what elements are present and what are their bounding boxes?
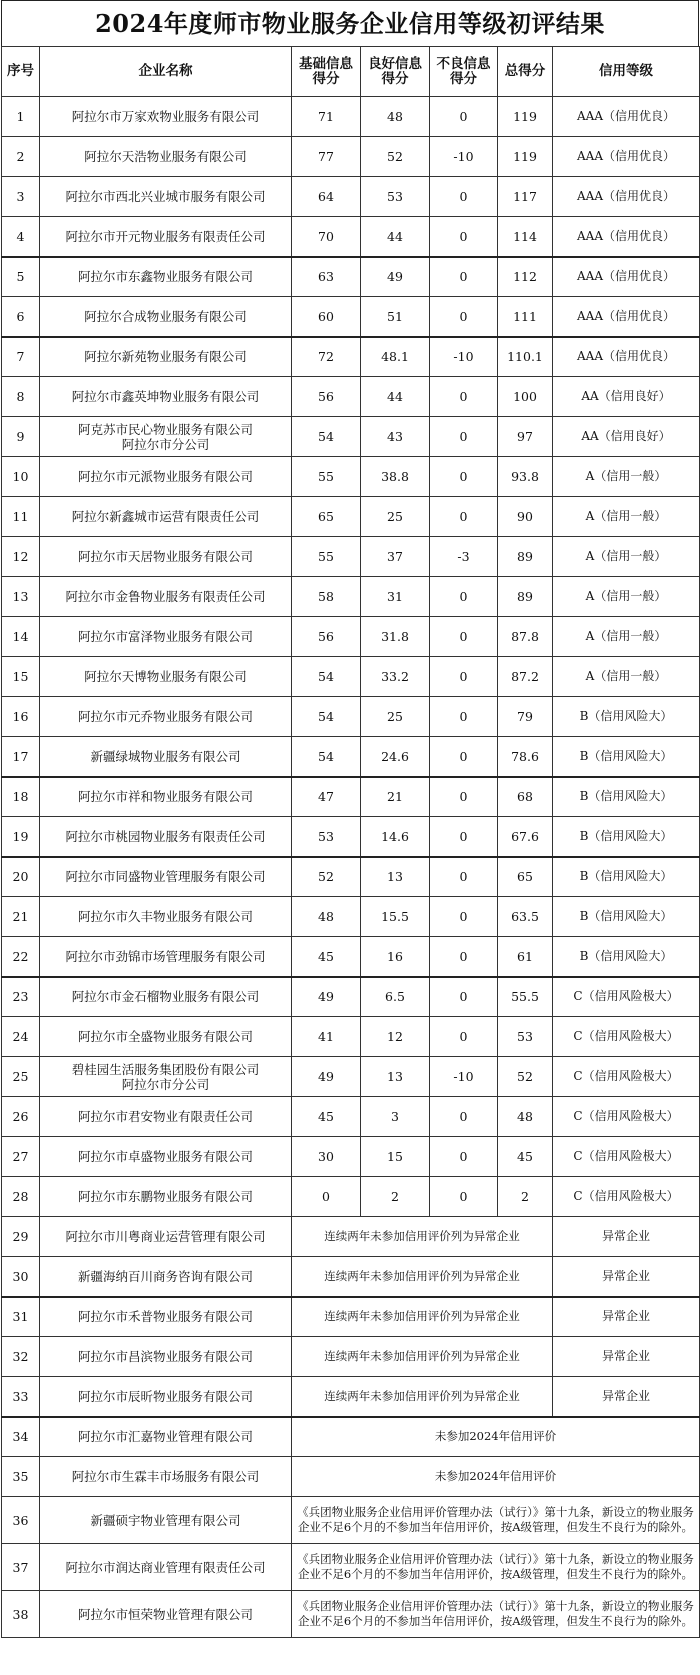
- cell-company-name: 阿拉尔市元派物业服务有限公司: [40, 457, 292, 497]
- table-body: [2, 97, 700, 1638]
- cell-credit-grade: B（信用风险大）: [553, 897, 700, 937]
- cell-index: 1: [2, 97, 40, 137]
- cell-index: 15: [2, 657, 40, 697]
- cell-base-score: 54: [292, 737, 361, 777]
- cell-company-name: 阿拉尔天博物业服务有限公司: [40, 657, 292, 697]
- cell-company-name: 阿拉尔市元乔物业服务有限公司: [40, 697, 292, 737]
- table-row: [2, 217, 700, 257]
- cell-credit-grade: A（信用一般）: [553, 657, 700, 697]
- cell-base-score: 0: [292, 1177, 361, 1217]
- cell-bad-score: 0: [430, 97, 498, 137]
- table-row: [2, 937, 700, 977]
- cell-index: 27: [2, 1137, 40, 1177]
- cell-bad-score: 0: [430, 1177, 498, 1217]
- cell-good-score: 21: [361, 777, 430, 817]
- cell-good-score: 13: [361, 857, 430, 897]
- cell-good-score: 24.6: [361, 737, 430, 777]
- page-title: 2024年度师市物业服务企业信用等级初评结果: [1, 0, 699, 46]
- cell-credit-grade: A（信用一般）: [553, 497, 700, 537]
- cell-index: 10: [2, 457, 40, 497]
- cell-index: 3: [2, 177, 40, 217]
- header-bad-score: 不良信息 得分: [430, 47, 498, 97]
- cell-index: 33: [2, 1377, 40, 1417]
- cell-good-score: 48: [361, 97, 430, 137]
- table-row: [2, 1337, 700, 1377]
- cell-credit-grade: 异常企业: [553, 1217, 700, 1257]
- cell-total-score: 63.5: [498, 897, 553, 937]
- header-good-score: 良好信息 得分: [361, 47, 430, 97]
- cell-good-score: 44: [361, 377, 430, 417]
- cell-index: 29: [2, 1217, 40, 1257]
- cell-company-name: 阿拉尔市西北兴业城市服务有限公司: [40, 177, 292, 217]
- cell-base-score: 65: [292, 497, 361, 537]
- cell-bad-score: 0: [430, 217, 498, 257]
- cell-company-name: 阿拉尔市久丰物业服务有限公司: [40, 897, 292, 937]
- table-row: [2, 897, 700, 937]
- cell-bad-score: 0: [430, 377, 498, 417]
- cell-credit-grade: C（信用风险极大）: [553, 1137, 700, 1177]
- cell-good-score: 6.5: [361, 977, 430, 1017]
- table-row: [2, 1297, 700, 1337]
- cell-company-name: 阿拉尔市鑫英坤物业服务有限公司: [40, 377, 292, 417]
- cell-total-score: 89: [498, 537, 553, 577]
- cell-credit-grade: AAA（信用优良）: [553, 337, 700, 377]
- cell-total-score: 2: [498, 1177, 553, 1217]
- cell-base-score: 70: [292, 217, 361, 257]
- cell-base-score: 30: [292, 1137, 361, 1177]
- cell-bad-score: 0: [430, 417, 498, 457]
- cell-index: 16: [2, 697, 40, 737]
- cell-new-company-note: 《兵团物业服务企业信用评价管理办法（试行）》第十九条，新设立的物业服务企业不足6个月的不参加当年信用评价，按A级管理，但发生不良行为的除外。: [292, 1497, 700, 1544]
- cell-total-score: 87.2: [498, 657, 553, 697]
- cell-total-score: 89: [498, 577, 553, 617]
- cell-credit-grade: B（信用风险大）: [553, 857, 700, 897]
- cell-index: 12: [2, 537, 40, 577]
- cell-credit-grade: AAA（信用优良）: [553, 137, 700, 177]
- cell-bad-score: 0: [430, 817, 498, 857]
- cell-credit-grade: AAA（信用优良）: [553, 217, 700, 257]
- cell-good-score: 14.6: [361, 817, 430, 857]
- cell-base-score: 64: [292, 177, 361, 217]
- cell-company-name: 阿拉尔市开元物业服务有限责任公司: [40, 217, 292, 257]
- cell-total-score: 67.6: [498, 817, 553, 857]
- cell-company-name: 新疆硕宇物业管理有限公司: [40, 1497, 292, 1544]
- cell-company-name: 阿拉尔市万家欢物业服务有限公司: [40, 97, 292, 137]
- cell-bad-score: 0: [430, 937, 498, 977]
- cell-bad-score: 0: [430, 737, 498, 777]
- cell-company-name: 阿拉尔市辰昕物业服务有限公司: [40, 1377, 292, 1417]
- cell-good-score: 37: [361, 537, 430, 577]
- header-credit-grade: 信用等级: [553, 47, 700, 97]
- cell-company-name: 阿拉尔市生霖丰市场服务有限公司: [40, 1457, 292, 1497]
- cell-credit-grade: AAA（信用优良）: [553, 177, 700, 217]
- cell-index: 9: [2, 417, 40, 457]
- cell-credit-grade: AAA（信用优良）: [553, 257, 700, 297]
- cell-company-name: 阿拉尔新鑫城市运营有限责任公司: [40, 497, 292, 537]
- cell-credit-grade: B（信用风险大）: [553, 737, 700, 777]
- cell-bad-score: 0: [430, 657, 498, 697]
- cell-bad-score: -3: [430, 537, 498, 577]
- cell-base-score: 54: [292, 417, 361, 457]
- cell-index: 2: [2, 137, 40, 177]
- cell-index: 13: [2, 577, 40, 617]
- cell-absent-note: 未参加2024年信用评价: [292, 1457, 700, 1497]
- cell-bad-score: 0: [430, 577, 498, 617]
- cell-company-name: 阿拉尔市桃园物业服务有限责任公司: [40, 817, 292, 857]
- cell-total-score: 65: [498, 857, 553, 897]
- cell-base-score: 54: [292, 697, 361, 737]
- cell-company-name: 阿拉尔合成物业服务有限公司: [40, 297, 292, 337]
- cell-bad-score: -10: [430, 137, 498, 177]
- cell-total-score: 48: [498, 1097, 553, 1137]
- table-row: [2, 177, 700, 217]
- cell-base-score: 52: [292, 857, 361, 897]
- cell-company-name: 阿拉尔市祥和物业服务有限公司: [40, 777, 292, 817]
- cell-base-score: 47: [292, 777, 361, 817]
- table-row: [2, 697, 700, 737]
- cell-bad-score: 0: [430, 177, 498, 217]
- cell-good-score: 2: [361, 1177, 430, 1217]
- cell-base-score: 63: [292, 257, 361, 297]
- cell-index: 22: [2, 937, 40, 977]
- cell-company-name: 碧桂园生活服务集团股份有限公司 阿拉尔市分公司: [40, 1057, 292, 1097]
- cell-total-score: 117: [498, 177, 553, 217]
- cell-total-score: 52: [498, 1057, 553, 1097]
- cell-index: 7: [2, 337, 40, 377]
- cell-bad-score: 0: [430, 297, 498, 337]
- cell-bad-score: 0: [430, 1097, 498, 1137]
- table-row: [2, 977, 700, 1017]
- cell-good-score: 33.2: [361, 657, 430, 697]
- cell-index: 35: [2, 1457, 40, 1497]
- cell-credit-grade: 异常企业: [553, 1297, 700, 1337]
- cell-index: 5: [2, 257, 40, 297]
- header-base-score: 基础信息 得分: [292, 47, 361, 97]
- cell-good-score: 51: [361, 297, 430, 337]
- cell-credit-grade: 异常企业: [553, 1257, 700, 1297]
- cell-index: 21: [2, 897, 40, 937]
- cell-base-score: 53: [292, 817, 361, 857]
- cell-company-name: 阿拉尔市东鹏物业服务有限公司: [40, 1177, 292, 1217]
- cell-base-score: 48: [292, 897, 361, 937]
- cell-total-score: 93.8: [498, 457, 553, 497]
- cell-index: 36: [2, 1497, 40, 1544]
- table-row: [2, 1544, 700, 1591]
- cell-index: 26: [2, 1097, 40, 1137]
- cell-index: 4: [2, 217, 40, 257]
- cell-total-score: 78.6: [498, 737, 553, 777]
- cell-credit-grade: B（信用风险大）: [553, 777, 700, 817]
- cell-index: 18: [2, 777, 40, 817]
- cell-index: 24: [2, 1017, 40, 1057]
- cell-base-score: 56: [292, 617, 361, 657]
- cell-base-score: 55: [292, 537, 361, 577]
- cell-company-name: 阿拉尔天浩物业服务有限公司: [40, 137, 292, 177]
- cell-base-score: 49: [292, 1057, 361, 1097]
- cell-total-score: 79: [498, 697, 553, 737]
- cell-index: 28: [2, 1177, 40, 1217]
- cell-company-name: 新疆绿城物业服务有限公司: [40, 737, 292, 777]
- table-row: [2, 257, 700, 297]
- cell-credit-grade: AA（信用良好）: [553, 417, 700, 457]
- cell-total-score: 61: [498, 937, 553, 977]
- table-row: [2, 1057, 700, 1097]
- cell-new-company-note: 《兵团物业服务企业信用评价管理办法（试行）》第十九条，新设立的物业服务企业不足6个月的不参加当年信用评价，按A级管理，但发生不良行为的除外。: [292, 1591, 700, 1638]
- cell-company-name: 阿拉尔市昌滨物业服务有限公司: [40, 1337, 292, 1377]
- table-row: [2, 337, 700, 377]
- table-row: [2, 1017, 700, 1057]
- cell-company-name: 阿拉尔市卓盛物业服务有限公司: [40, 1137, 292, 1177]
- cell-index: 20: [2, 857, 40, 897]
- cell-bad-score: -10: [430, 337, 498, 377]
- cell-base-score: 56: [292, 377, 361, 417]
- cell-good-score: 48.1: [361, 337, 430, 377]
- cell-bad-score: 0: [430, 257, 498, 297]
- cell-credit-grade: A（信用一般）: [553, 537, 700, 577]
- cell-bad-score: 0: [430, 1017, 498, 1057]
- cell-credit-grade: A（信用一般）: [553, 457, 700, 497]
- cell-abnormal-note: 连续两年未参加信用评价列为异常企业: [292, 1337, 553, 1377]
- table-row: [2, 1497, 700, 1544]
- rating-table: [1, 46, 700, 1638]
- cell-base-score: 45: [292, 937, 361, 977]
- cell-base-score: 71: [292, 97, 361, 137]
- cell-company-name: 阿拉尔市天居物业服务有限公司: [40, 537, 292, 577]
- cell-index: 38: [2, 1591, 40, 1638]
- cell-credit-grade: B（信用风险大）: [553, 937, 700, 977]
- table-row: [2, 857, 700, 897]
- table-row: [2, 537, 700, 577]
- cell-credit-grade: C（信用风险极大）: [553, 977, 700, 1017]
- cell-bad-score: 0: [430, 617, 498, 657]
- cell-base-score: 77: [292, 137, 361, 177]
- table-row: [2, 1417, 700, 1457]
- table-row: [2, 1457, 700, 1497]
- table-row: [2, 777, 700, 817]
- cell-company-name: 阿拉尔新苑物业服务有限公司: [40, 337, 292, 377]
- cell-base-score: 55: [292, 457, 361, 497]
- cell-company-name: 阿拉尔市富泽物业服务有限公司: [40, 617, 292, 657]
- cell-base-score: 49: [292, 977, 361, 1017]
- cell-index: 8: [2, 377, 40, 417]
- cell-total-score: 112: [498, 257, 553, 297]
- table-row: [2, 497, 700, 537]
- cell-company-name: 阿拉尔市劲锦市场管理服务有限公司: [40, 937, 292, 977]
- cell-total-score: 119: [498, 137, 553, 177]
- cell-absent-note: 未参加2024年信用评价: [292, 1417, 700, 1457]
- cell-company-name: 阿拉尔市金鲁物业服务有限责任公司: [40, 577, 292, 617]
- cell-good-score: 16: [361, 937, 430, 977]
- cell-bad-score: 0: [430, 697, 498, 737]
- table-row: [2, 297, 700, 337]
- cell-bad-score: 0: [430, 777, 498, 817]
- table-row: [2, 377, 700, 417]
- cell-credit-grade: C（信用风险极大）: [553, 1177, 700, 1217]
- cell-total-score: 68: [498, 777, 553, 817]
- cell-credit-grade: 异常企业: [553, 1337, 700, 1377]
- cell-good-score: 43: [361, 417, 430, 457]
- cell-total-score: 53: [498, 1017, 553, 1057]
- cell-index: 17: [2, 737, 40, 777]
- cell-index: 23: [2, 977, 40, 1017]
- cell-abnormal-note: 连续两年未参加信用评价列为异常企业: [292, 1217, 553, 1257]
- cell-total-score: 111: [498, 297, 553, 337]
- table-row: [2, 1137, 700, 1177]
- table-row: [2, 137, 700, 177]
- cell-total-score: 119: [498, 97, 553, 137]
- table-row: [2, 737, 700, 777]
- cell-company-name: 阿拉尔市同盛物业管理服务有限公司: [40, 857, 292, 897]
- cell-index: 34: [2, 1417, 40, 1457]
- cell-total-score: 100: [498, 377, 553, 417]
- cell-new-company-note: 《兵团物业服务企业信用评价管理办法（试行）》第十九条，新设立的物业服务企业不足6个月的不参加当年信用评价，按A级管理，但发生不良行为的除外。: [292, 1544, 700, 1591]
- cell-good-score: 31.8: [361, 617, 430, 657]
- header-row: [2, 47, 700, 97]
- table-row: [2, 97, 700, 137]
- cell-credit-grade: 异常企业: [553, 1377, 700, 1417]
- cell-credit-grade: C（信用风险极大）: [553, 1017, 700, 1057]
- cell-credit-grade: AAA（信用优良）: [553, 297, 700, 337]
- cell-bad-score: -10: [430, 1057, 498, 1097]
- table-row: [2, 417, 700, 457]
- cell-good-score: 3: [361, 1097, 430, 1137]
- header-total-score: 总得分: [498, 47, 553, 97]
- header-company-name: 企业名称: [40, 47, 292, 97]
- cell-credit-grade: AA（信用良好）: [553, 377, 700, 417]
- table-row: [2, 1217, 700, 1257]
- cell-total-score: 110.1: [498, 337, 553, 377]
- cell-index: 31: [2, 1297, 40, 1337]
- table-row: [2, 617, 700, 657]
- cell-good-score: 31: [361, 577, 430, 617]
- cell-total-score: 90: [498, 497, 553, 537]
- cell-company-name: 新疆海纳百川商务咨询有限公司: [40, 1257, 292, 1297]
- cell-base-score: 41: [292, 1017, 361, 1057]
- cell-company-name: 阿拉尔市东鑫物业服务有限公司: [40, 257, 292, 297]
- table-row: [2, 817, 700, 857]
- cell-bad-score: 0: [430, 497, 498, 537]
- cell-good-score: 52: [361, 137, 430, 177]
- cell-good-score: 38.8: [361, 457, 430, 497]
- cell-good-score: 15: [361, 1137, 430, 1177]
- cell-index: 6: [2, 297, 40, 337]
- cell-abnormal-note: 连续两年未参加信用评价列为异常企业: [292, 1257, 553, 1297]
- cell-company-name: 阿拉尔市汇嘉物业管理有限公司: [40, 1417, 292, 1457]
- cell-total-score: 87.8: [498, 617, 553, 657]
- table-row: [2, 1377, 700, 1417]
- cell-company-name: 阿拉尔市全盛物业服务有限公司: [40, 1017, 292, 1057]
- cell-credit-grade: B（信用风险大）: [553, 817, 700, 857]
- cell-abnormal-note: 连续两年未参加信用评价列为异常企业: [292, 1297, 553, 1337]
- cell-good-score: 44: [361, 217, 430, 257]
- cell-good-score: 25: [361, 697, 430, 737]
- table-row: [2, 1257, 700, 1297]
- cell-bad-score: 0: [430, 857, 498, 897]
- cell-company-name: 阿拉尔市禾普物业服务有限公司: [40, 1297, 292, 1337]
- cell-total-score: 45: [498, 1137, 553, 1177]
- cell-company-name: 阿拉尔市君安物业有限责任公司: [40, 1097, 292, 1137]
- cell-base-score: 58: [292, 577, 361, 617]
- cell-total-score: 55.5: [498, 977, 553, 1017]
- cell-company-name: 阿拉尔市川粤商业运营管理有限公司: [40, 1217, 292, 1257]
- cell-credit-grade: B（信用风险大）: [553, 697, 700, 737]
- table-row: [2, 577, 700, 617]
- cell-index: 30: [2, 1257, 40, 1297]
- cell-credit-grade: C（信用风险极大）: [553, 1097, 700, 1137]
- cell-index: 37: [2, 1544, 40, 1591]
- cell-index: 32: [2, 1337, 40, 1377]
- cell-company-name: 阿拉尔市恒荣物业管理有限公司: [40, 1591, 292, 1638]
- cell-good-score: 25: [361, 497, 430, 537]
- cell-base-score: 54: [292, 657, 361, 697]
- cell-index: 14: [2, 617, 40, 657]
- cell-good-score: 53: [361, 177, 430, 217]
- cell-company-name: 阿拉尔市金石榴物业服务有限公司: [40, 977, 292, 1017]
- cell-index: 19: [2, 817, 40, 857]
- cell-good-score: 13: [361, 1057, 430, 1097]
- cell-company-name: 阿克苏市民心物业服务有限公司 阿拉尔市分公司: [40, 417, 292, 457]
- table-row: [2, 1177, 700, 1217]
- cell-good-score: 12: [361, 1017, 430, 1057]
- cell-base-score: 45: [292, 1097, 361, 1137]
- cell-credit-grade: A（信用一般）: [553, 577, 700, 617]
- table-row: [2, 1591, 700, 1638]
- cell-base-score: 72: [292, 337, 361, 377]
- cell-credit-grade: A（信用一般）: [553, 617, 700, 657]
- cell-index: 25: [2, 1057, 40, 1097]
- cell-bad-score: 0: [430, 1137, 498, 1177]
- table-row: [2, 457, 700, 497]
- table-row: [2, 1097, 700, 1137]
- header-index: 序号: [2, 47, 40, 97]
- cell-bad-score: 0: [430, 457, 498, 497]
- cell-credit-grade: C（信用风险极大）: [553, 1057, 700, 1097]
- cell-abnormal-note: 连续两年未参加信用评价列为异常企业: [292, 1377, 553, 1417]
- table-row: [2, 657, 700, 697]
- cell-company-name: 阿拉尔市润达商业管理有限责任公司: [40, 1544, 292, 1591]
- cell-bad-score: 0: [430, 977, 498, 1017]
- cell-credit-grade: AAA（信用优良）: [553, 97, 700, 137]
- cell-bad-score: 0: [430, 897, 498, 937]
- cell-base-score: 60: [292, 297, 361, 337]
- cell-total-score: 114: [498, 217, 553, 257]
- cell-good-score: 15.5: [361, 897, 430, 937]
- cell-index: 11: [2, 497, 40, 537]
- cell-total-score: 97: [498, 417, 553, 457]
- cell-good-score: 49: [361, 257, 430, 297]
